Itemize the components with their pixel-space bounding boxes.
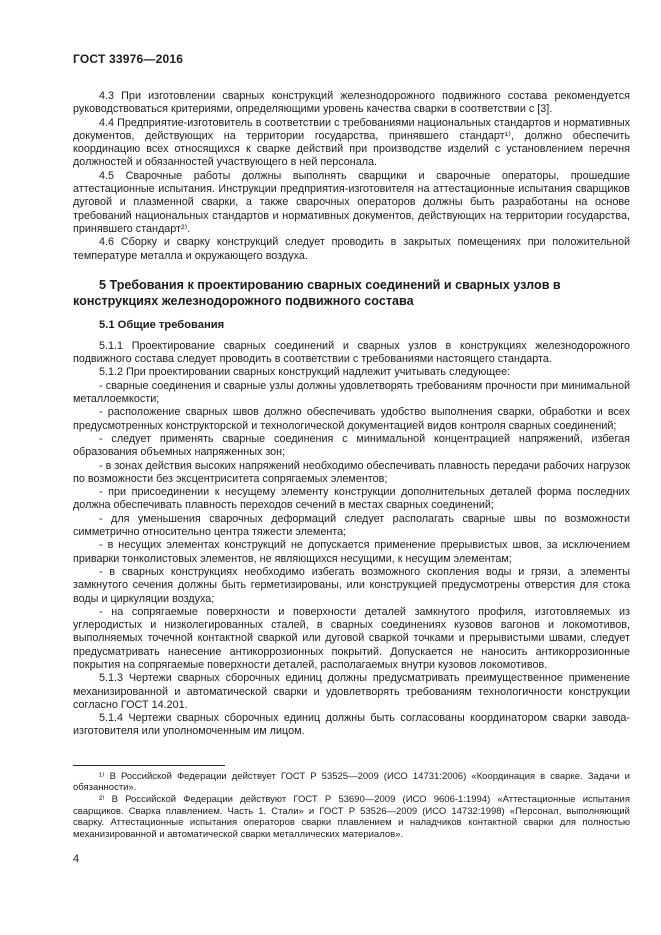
paragraph-5-1-2: 5.1.2 При проектировании сварных конструкций надлежит учитывать следующее: [99,366,511,379]
list-item-5: - при присоединении к несущему элементу конструкции дополнительных деталей форма последних должна обеспечивать плавность переходов сечений в местах сварных соединений; [73,486,630,512]
list-item-7: - в несущих элементах конструкций не допускается применение прерывистых швов, за исключением приварки тонколистовых элементов, не являющихся несущими, к несущим элементам; [73,539,630,565]
list-item-6: - для уменьшения сварочных деформаций следует располагать сварные швы по возможности симметрично относительно центра тяжести элемента; [73,512,630,539]
list-item-8: - в сварных конструкциях необходимо избегать возможного скопления воды и грязи, а элементы замкнутого сечения должны быть герметизированы, или конструкцией предусмотрены отверстия для стока воды и циркуляции воздуха; [73,565,630,605]
list-item-1: - сварные соединения и сварные узлы должны удовлетворять требованиям прочности при минимальной металлоемкости; [73,379,630,406]
section-5-heading: 5 Требования к проектированию сварных соединений и сварных узлов в конструкциях железнодорожного подвижного состава [73,277,561,308]
footnotes-separator [73,765,225,766]
paragraph-5-1-3: 5.1.3 Чертежи сварных сборочных единиц должны предусматривать преимущественное применение механизированной и автоматической сварки и удовлетворять требованиям технологичности конструкции согласно ГОСТ 14.201. [73,672,630,711]
footnotes-section [73,765,630,841]
page-number: 4 [73,853,80,866]
document-standard-code: ГОСТ 33976—2016 [73,52,184,66]
list-item-2: - расположение сварных швов должно обеспечивать удобство выполнения сварки, обработки и всех предусмотренных конструкторской и технологической документацией видов контроля сварных соединений; [73,406,630,432]
footnote-1: ¹⁾ В Российской Федерации действует ГОСТ Р 53525—2009 (ИСО 14731:2006) «Координация в сварке. Задачи и обязанности». [73,770,630,794]
document-body [73,90,630,739]
paragraph-4-3: 4.3 При изготовлении сварных конструкций железнодорожного подвижного состава рекомендуется руководствоваться критериями, определяющими уровень качества сварки в соответствии с [3]. [73,90,630,116]
paragraph-4-5: 4.5 Сварочные работы должны выполнять сварщики и сварочные операторы, прошедшие аттестационные испытания. Инструкции предприятия-изготовителя на аттестационные испытания сварщиков дуговой и плазменной сварки, а также сварочных операторов должны быть разработаны на основе требований национальных стандартов и нормативных документов, действующих на территории государства, принявшего стандарт²⁾. [73,169,630,235]
paragraph-5-1-4: 5.1.4 Чертежи сварных сборочных единиц должны быть согласованы координатором сварки завода-изготовителя или уполномоченным им лицом. [73,712,630,738]
paragraph-5-1-1: 5.1.1 Проектирование сварных соединений и сварных узлов в конструкциях железнодорожного подвижного состава следует проводить в соответствии с требованиями настоящего стандарта. [73,339,630,366]
list-item-3: - следует применять сварные соединения с минимальной концентрацией напряжений, избегая образования объемных напряженных зон; [73,432,630,459]
paragraph-4-6: 4.6 Сборку и сварку конструкций следует проводить в закрытых помещениях при положительной температуре металла и окружающего воздуха. [73,236,630,262]
section-5-1-heading: 5.1 Общие требования [99,318,225,331]
footnote-2: ²⁾ В Российской Федерации действуют ГОСТ Р 53690—2009 (ИСО 9606-1:1994) «Аттестационные испытания сварщиков. Сварка плавлением. Часть 1. Стали» и ГОСТ Р 53526—2009 (ИСО 14732:1998) «Персонал, выполняющий сварку. Аттестационные испытания операторов сварки плавлением и наладчиков контактной сварки для полностью механизированной и автоматической сварки металлических материалов». [73,793,630,840]
list-item-4: - в зонах действия высоких напряжений необходимо обеспечивать плавность передачи рабочих нагрузок по возможности без эксцентриситета сопрягаемых элементов; [73,459,630,485]
paragraph-4-4: 4.4 Предприятие-изготовитель в соответствии с требованиями национальных стандартов и нормативных документов, действующих на территории государства, принявшего стандарт¹⁾, должно обеспечить координацию всех относящихся к сварке действий при производстве изделий с установлением перечня должностей и обязанностей участвующего в ней персонала. [73,116,630,169]
list-item-9: - на сопрягаемые поверхности и поверхности деталей замкнутого профиля, изготовляемых из углеродистых и низколегированных сталей, в сварных соединениях кузовов вагонов и локомотивов, выполняемых точечной контактной сваркой или дуговой сваркой точками и прерывистыми швами, следует предусматривать нанесение антикоррозионных покрытий. Допускается не наносить антикоррозионные покрытия на сопрягаемые поверхности деталей, располагаемых внутри кузовов локомотивов. [73,605,630,671]
